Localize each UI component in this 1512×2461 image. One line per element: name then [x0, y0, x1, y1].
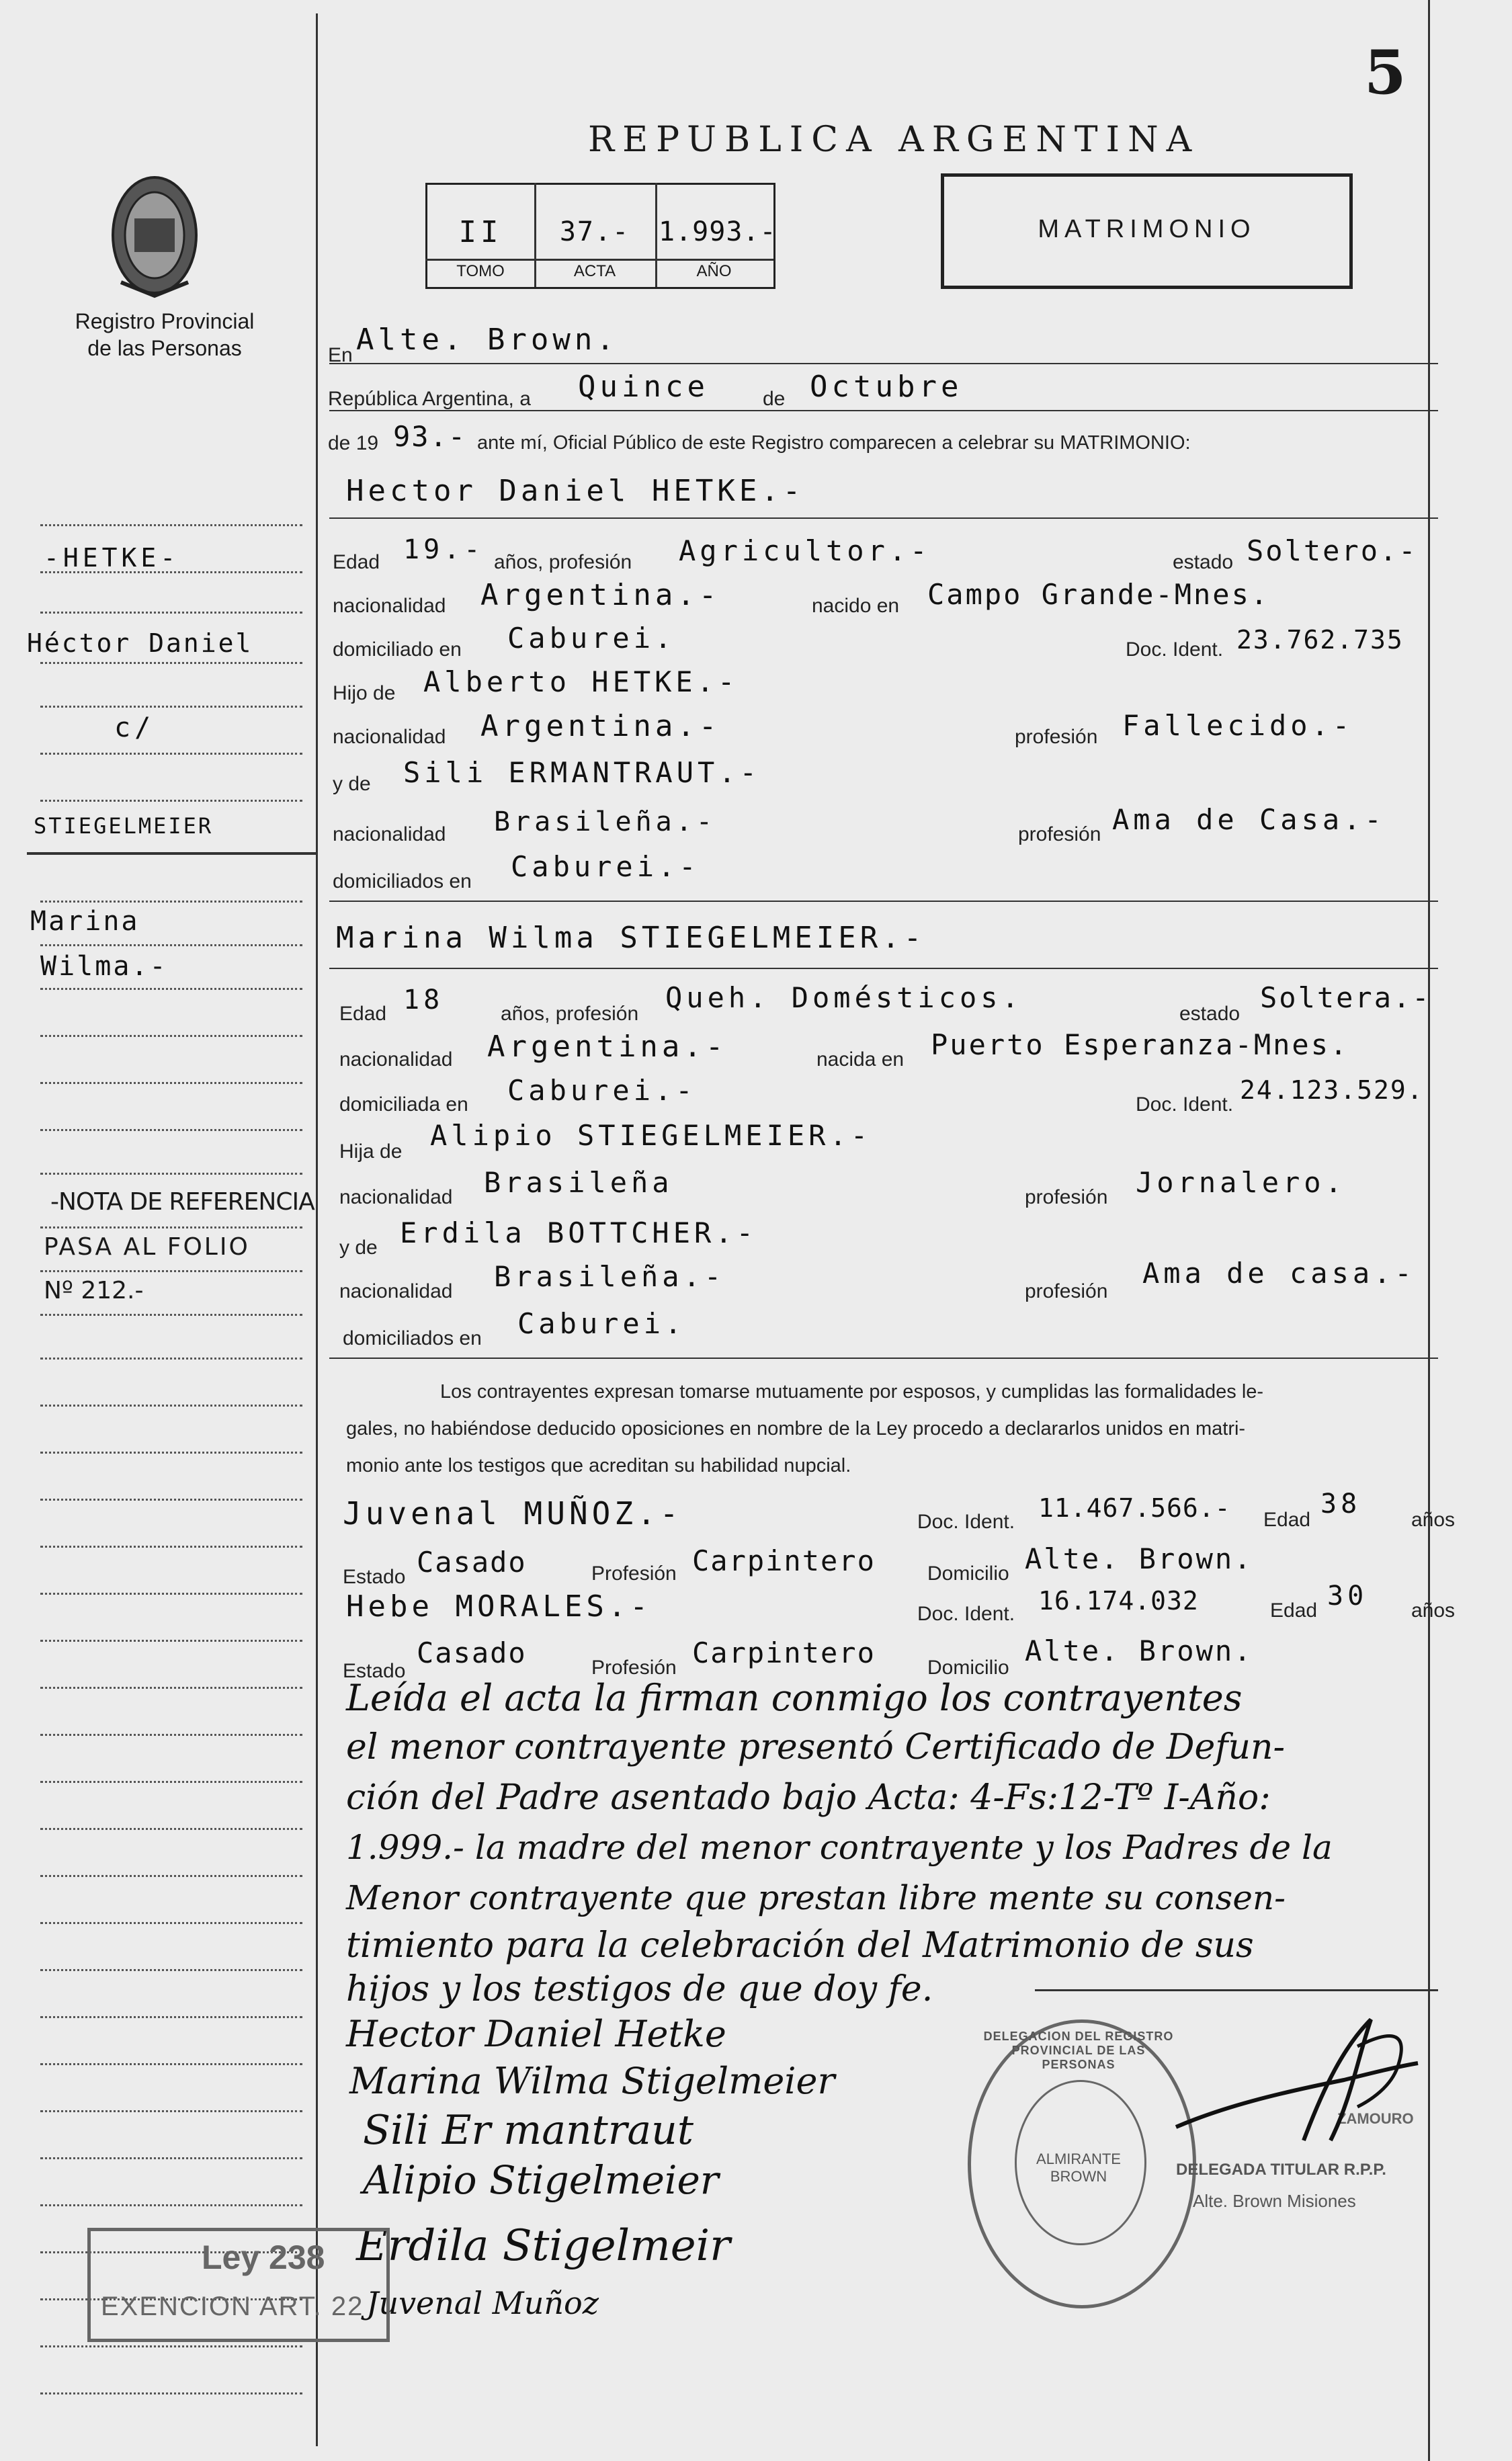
intro-year: 93.-	[393, 420, 467, 453]
margin-surname-2: STIEGELMEIER	[34, 813, 214, 839]
acta-value: 37.-	[559, 216, 630, 247]
bride-edad-label: Edad	[339, 1003, 387, 1025]
witness-2-profesion-label: Profesión	[591, 1657, 677, 1679]
signature-groom: Hector Daniel Hetke	[346, 2013, 726, 2055]
intro-place: Alte. Brown.	[356, 323, 618, 357]
witness-1-doc: 11.467.566.-	[1038, 1493, 1231, 1523]
official-line-2: Alte. Brown Misiones	[1193, 2191, 1356, 2211]
note-line-1: Leída el acta la firman conmigo los contrayentes	[346, 1677, 1243, 1719]
groom-doc-label: Doc. Ident.	[1126, 638, 1224, 661]
bride-father-nat: Brasileña	[484, 1166, 673, 1199]
official-line-1: DELEGADA TITULAR R.P.P.	[1176, 2161, 1386, 2179]
groom-nacido-label: nacido en	[812, 595, 900, 617]
bride-birthplace: Puerto Esperanza-Mnes.	[931, 1028, 1349, 1061]
groom-anos-profesion-label: años, profesión	[494, 551, 632, 573]
bride-mother-nat-label: nacionalidad	[339, 1280, 453, 1302]
bride-domiciliada-label: domiciliada en	[339, 1093, 468, 1116]
acta-label: ACTA	[573, 262, 616, 280]
bride-hija-label: Hija de	[339, 1140, 403, 1163]
bride-status: Soltera.-	[1260, 981, 1431, 1014]
groom-mother-nat: Brasileña.-	[494, 806, 716, 837]
intro-day: Quince	[578, 370, 709, 404]
registry-name-line1: Registro Provincial	[75, 309, 255, 333]
coat-of-arms-icon	[108, 171, 202, 302]
witness-1-estado-label: Estado	[343, 1566, 406, 1588]
tomo-value: II	[458, 215, 503, 249]
groom-father-nat-label: nacionalidad	[333, 726, 446, 748]
country-title: REPUBLICA ARGENTINA	[588, 120, 1200, 160]
witness-1-doc-label: Doc. Ident.	[917, 1511, 1015, 1533]
bride-nationality: Argentina.-	[487, 1030, 728, 1064]
bride-father-prof: Jornalero.	[1136, 1166, 1346, 1199]
declaration-line-2: gales, no habiéndose deducido oposiciones en nombre de la Ley procedo a declararlos unidos en matri-	[346, 1418, 1246, 1440]
registry-name-line2: de las Personas	[87, 336, 242, 360]
bride-name-rule	[329, 968, 1438, 969]
groom-birthplace: Campo Grande-Mnes.	[927, 578, 1270, 611]
groom-parents-domicile: Caburei.-	[511, 850, 700, 883]
bride-mother-prof-label: profesión	[1025, 1280, 1108, 1302]
groom-name: Hector Daniel HETKE.-	[346, 474, 805, 508]
bride-father-nat-label: nacionalidad	[339, 1186, 453, 1208]
margin-given-2a: Marina	[30, 906, 140, 937]
official-signature-icon	[1169, 2006, 1425, 2164]
groom-hijo-label: Hijo de	[333, 682, 396, 704]
tomo-label: TOMO	[456, 262, 505, 280]
margin-given-2b: Wilma.-	[40, 951, 168, 982]
groom-domicile: Caburei.	[507, 622, 676, 655]
bride-profession: Queh. Domésticos.	[665, 981, 1023, 1014]
intro-date-rule	[329, 410, 1438, 411]
groom-nationality: Argentina.-	[480, 578, 721, 612]
document-type: MATRIMONIO	[1038, 215, 1256, 243]
groom-estado-label: estado	[1173, 551, 1234, 573]
witness-2-doc: 16.174.032	[1038, 1586, 1199, 1616]
witness-1-status: Casado	[417, 1546, 527, 1579]
intro-place-rule	[329, 363, 1438, 364]
groom-age: 19.-	[403, 534, 485, 565]
declaration-line-3: monio ante los testigos que acreditan su habilidad nupcial.	[346, 1455, 851, 1476]
margin-surname-1: -HETKE-	[44, 543, 180, 573]
bride-anos-profesion-label: años, profesión	[501, 1003, 639, 1025]
margin-given-1: Héctor Daniel	[27, 628, 253, 658]
bride-father-prof-label: profesión	[1025, 1186, 1108, 1208]
bride-mother-nat: Brasileña.-	[494, 1260, 726, 1293]
witness-2-age: 30	[1327, 1581, 1368, 1612]
groom-domiciliado-label: domiciliado en	[333, 638, 462, 661]
volume-divider-2	[655, 183, 657, 287]
exemption-line-2: EXENCION ART. 22	[101, 2292, 364, 2321]
margin-note-3: Nº 212.-	[44, 1277, 144, 1304]
declaration-line-1: Los contrayentes expresan tomarse mutuamente por esposos, y cumplidas las formalidades le-	[440, 1381, 1264, 1403]
exemption-line-1: Ley 238	[202, 2239, 325, 2276]
groom-mother-prof: Ama de Casa.-	[1112, 803, 1386, 836]
notes-end-rule	[1035, 1989, 1438, 1991]
note-line-3: ción del Padre asentado bajo Acta: 4-Fs:12-Tº I-Año:	[346, 1778, 1271, 1818]
margin-note-1: -NOTA DE REFERENCIA	[50, 1188, 314, 1216]
margin-conj: c/	[114, 712, 155, 743]
intro-month: Octubre	[810, 370, 963, 404]
witness-1-profession: Carpintero	[692, 1544, 876, 1577]
bride-section-rule	[329, 1358, 1438, 1359]
ano-label: AÑO	[696, 262, 732, 280]
bride-parents-domicile: Caburei.	[517, 1307, 686, 1340]
witness-2-domicile: Alte. Brown.	[1025, 1634, 1253, 1667]
bride-father: Alipio STIEGELMEIER.-	[430, 1119, 872, 1152]
intro-de-label: de	[763, 388, 786, 410]
note-line-2: el menor contrayente presentó Certificado de Defun-	[346, 1727, 1286, 1767]
bride-domicile: Caburei.-	[507, 1074, 697, 1107]
groom-mother-prof-label: profesión	[1018, 823, 1101, 845]
note-line-6: timiento para la celebración del Matrimonio de sus	[346, 1925, 1254, 1966]
signature-bride-mother: Erdila Stigelmeir	[356, 2221, 730, 2271]
witness-2-edad-label: Edad	[1270, 1599, 1318, 1622]
witness-2-profession: Carpintero	[692, 1636, 876, 1669]
groom-section-rule	[329, 901, 1438, 902]
note-line-7: hijos y los testigos de que doy fe.	[346, 1969, 933, 2009]
witness-2-domicilio-label: Domicilio	[927, 1657, 1009, 1679]
registry-seal-center-text: ALMIRANTE BROWN	[1036, 2151, 1121, 2185]
witness-1-profesion-label: Profesión	[591, 1562, 677, 1585]
bride-mother-prof: Ama de casa.-	[1142, 1257, 1416, 1290]
witness-1-name: Juvenal MUÑOZ.-	[343, 1495, 683, 1532]
witness-1-domicilio-label: Domicilio	[927, 1562, 1009, 1585]
registry-seal-ring-text: DELEGACION DEL REGISTRO PROVINCIAL DE LAS PERSONAS	[983, 2030, 1174, 2071]
right-margin-rule	[1428, 0, 1430, 2461]
bride-estado-label: estado	[1179, 1003, 1241, 1025]
bride-doc: 24.123.529.	[1240, 1075, 1424, 1105]
groom-doc: 23.762.735	[1236, 625, 1404, 655]
margin-note-2: PASA AL FOLIO	[44, 1233, 250, 1261]
signature-bride-father: Alipio Stigelmeier	[363, 2157, 719, 2203]
bride-mother: Erdila BOTTCHER.-	[400, 1216, 757, 1249]
groom-yde-label: y de	[333, 773, 371, 795]
signature-bride: Marina Wilma Stigelmeier	[349, 2060, 835, 2102]
left-column-rule	[316, 13, 318, 2446]
page-number: 5	[1364, 37, 1406, 108]
groom-edad-label: Edad	[333, 551, 380, 573]
year-prefix: de 19	[328, 432, 379, 454]
groom-nacionalidad-label: nacionalidad	[333, 595, 446, 617]
groom-name-rule	[329, 517, 1438, 519]
republica-label: República Argentina, a	[328, 388, 531, 410]
witness-1-age: 38	[1320, 1489, 1361, 1519]
witness-2-name: Hebe MORALES.-	[346, 1589, 652, 1624]
signature-witness-1: Juvenal Muñoz	[366, 2285, 599, 2321]
official-name: ZAMOURO	[1337, 2110, 1414, 2127]
witness-2-estado-label: Estado	[343, 1660, 406, 1682]
margin-surname-rule	[27, 852, 316, 855]
groom-father-nat: Argentina.-	[480, 709, 721, 743]
groom-profession: Agricultor.-	[679, 534, 931, 567]
note-line-5: Menor contrayente que prestan libre mente su consen-	[346, 1878, 1286, 1917]
witness-1-anos-label: años	[1411, 1509, 1456, 1531]
witness-2-status: Casado	[417, 1636, 527, 1669]
volume-label-rule	[425, 259, 773, 261]
bride-nacida-label: nacida en	[816, 1048, 905, 1071]
ano-value: 1.993.-	[659, 216, 777, 247]
groom-father-prof: Fallecido.-	[1122, 709, 1354, 742]
witness-1-edad-label: Edad	[1263, 1509, 1311, 1531]
groom-domiciliados-label: domiciliados en	[333, 870, 472, 892]
witness-1-domicile: Alte. Brown.	[1025, 1542, 1253, 1575]
bride-nacionalidad-label: nacionalidad	[339, 1048, 453, 1071]
intro-clause: ante mí, Oficial Público de este Registro comparecen a celebrar su MATRIMONIO:	[477, 432, 1191, 454]
witness-2-anos-label: años	[1411, 1599, 1456, 1622]
bride-domiciliados-label: domiciliados en	[343, 1327, 482, 1349]
groom-status: Soltero.-	[1247, 534, 1418, 567]
bride-doc-label: Doc. Ident.	[1136, 1093, 1234, 1116]
groom-father: Alberto HETKE.-	[423, 665, 739, 698]
bride-name: Marina Wilma STIEGELMEIER.-	[336, 921, 926, 955]
signature-groom-mother: Sili Er mantraut	[363, 2107, 694, 2154]
volume-divider-1	[534, 183, 536, 287]
groom-mother: Sili ERMANTRAUT.-	[403, 756, 761, 789]
bride-yde-label: y de	[339, 1237, 378, 1259]
en-label: En	[328, 344, 353, 366]
groom-mother-nat-label: nacionalidad	[333, 823, 446, 845]
note-line-4: 1.999.- la madre del menor contrayente y los Padres de la	[346, 1828, 1333, 1867]
groom-father-prof-label: profesión	[1015, 726, 1098, 748]
witness-2-doc-label: Doc. Ident.	[917, 1603, 1015, 1625]
bride-age: 18	[403, 985, 444, 1015]
